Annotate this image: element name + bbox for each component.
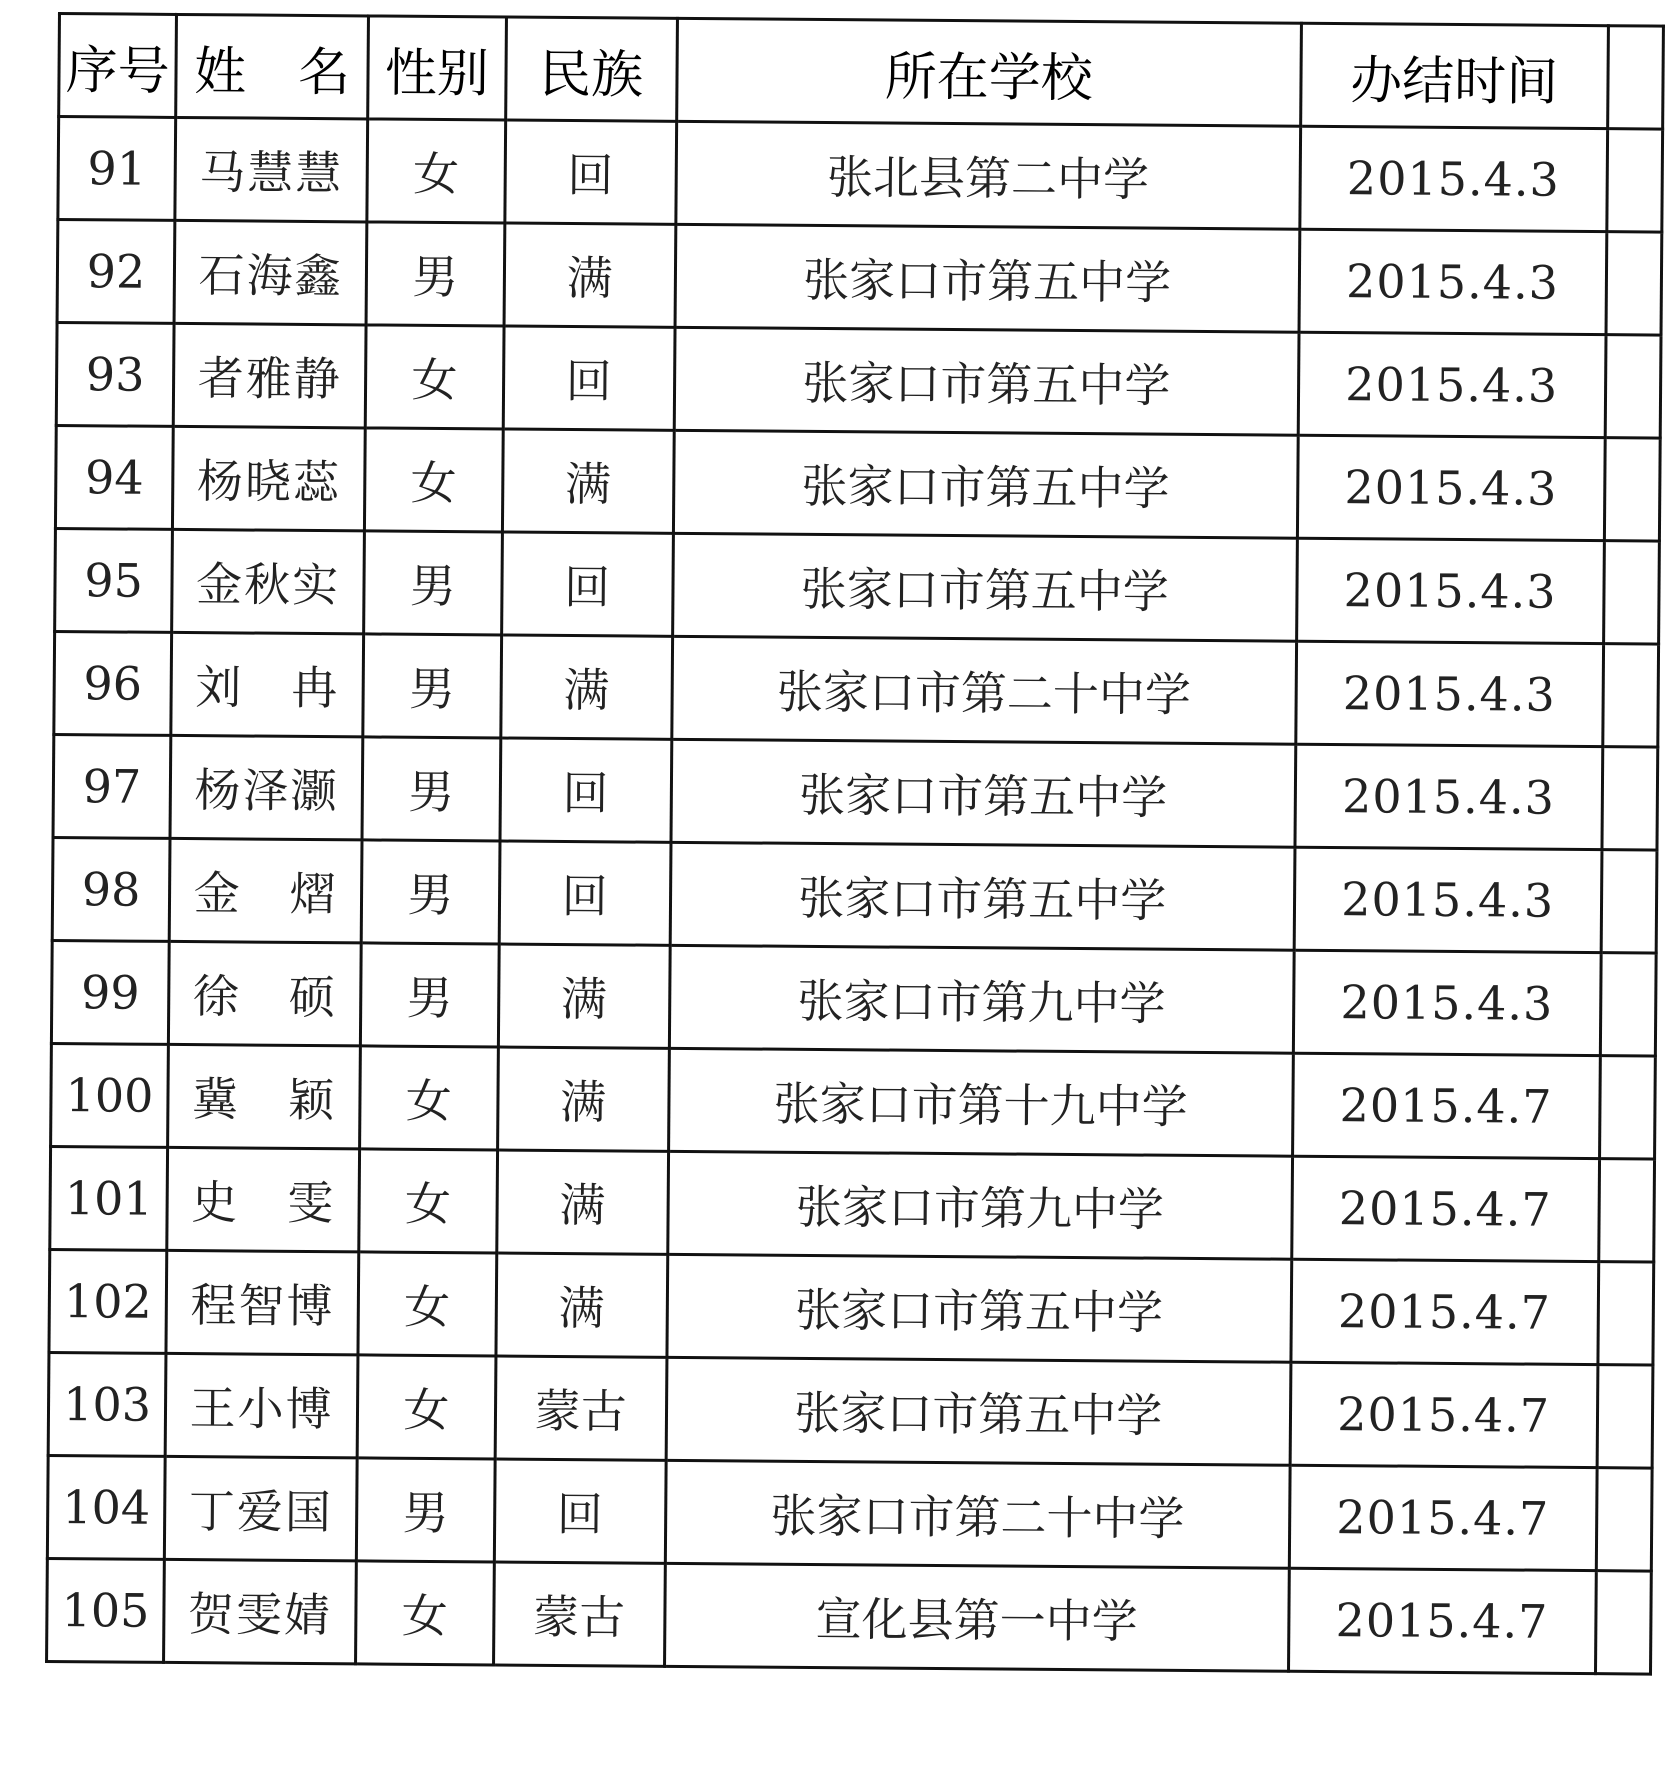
student-name: 史 雯 [167,1147,360,1252]
table-row [54,631,1659,747]
table-row [56,323,1661,439]
cut-off-cell [1602,747,1658,850]
student-school: 张家口市第五中学 [674,327,1299,435]
student-ethnicity: 回 [494,1459,666,1563]
row-index: 96 [54,631,172,735]
table-row [58,117,1663,233]
header-index: 序号 [59,14,177,118]
student-name: 金秋实 [172,529,365,634]
header-school: 所在学校 [677,18,1302,126]
student-school: 张家口市第十九中学 [668,1048,1293,1156]
cut-off-cell [1605,335,1661,438]
student-gender: 女 [365,325,503,429]
student-school: 张家口市第五中学 [670,842,1295,950]
student-gender: 男 [364,531,502,635]
student-school: 张家口市第五中学 [675,224,1300,332]
completion-date: 2015.4.3 [1294,847,1602,952]
completion-date: 2015.4.7 [1291,1156,1599,1261]
student-gender: 女 [365,428,503,532]
student-ethnicity: 回 [500,738,672,842]
header-row [59,14,1664,130]
table-row [57,220,1662,336]
student-name: 徐 硕 [169,941,362,1046]
student-name: 丁爱国 [164,1456,357,1561]
cut-off-cell [1596,1468,1652,1571]
completion-date: 2015.4.3 [1299,126,1607,231]
student-name: 刘 冉 [171,632,364,737]
row-index: 102 [49,1249,167,1353]
completion-date: 2015.4.3 [1293,950,1601,1055]
row-index: 105 [47,1558,165,1662]
row-index: 97 [53,734,171,838]
row-index: 101 [50,1146,168,1250]
student-ethnicity: 回 [501,532,673,636]
student-ethnicity: 满 [497,1047,669,1151]
student-school: 张家口市第二十中学 [665,1460,1290,1568]
completion-date: 2015.4.7 [1292,1053,1600,1158]
student-gender: 男 [363,634,501,738]
completion-date: 2015.4.3 [1295,744,1603,849]
table-row [51,1043,1656,1159]
header-ethnicity: 民族 [505,17,677,121]
student-name: 杨泽灏 [170,735,363,840]
cut-off-cell [1603,541,1659,644]
student-school: 张家口市第二十中学 [672,636,1297,744]
cut-off-cell [1598,1159,1654,1262]
table-row [47,1558,1652,1674]
student-name: 马慧慧 [175,117,368,222]
student-gender: 男 [366,222,504,326]
student-ethnicity: 满 [504,223,676,327]
cut-off-cell [1604,438,1660,541]
student-school: 张家口市第五中学 [666,1357,1291,1465]
table-row [55,425,1660,541]
student-ethnicity: 回 [499,841,671,945]
student-ethnicity: 蒙古 [493,1562,665,1666]
cut-off-cell [1601,850,1657,953]
cut-off-cell [1602,644,1658,747]
student-ethnicity: 满 [495,1253,667,1357]
table-row [48,1352,1653,1468]
student-gender: 女 [367,119,505,223]
student-ethnicity: 满 [500,635,672,739]
student-roster-table [45,12,1665,1676]
cut-off-cell [1606,232,1662,335]
student-ethnicity: 回 [503,326,675,430]
student-gender: 女 [359,1149,497,1253]
student-name: 杨晓蕊 [173,426,366,531]
student-ethnicity: 满 [502,429,674,533]
row-index: 94 [55,425,173,529]
student-name: 冀 颖 [168,1044,361,1149]
student-ethnicity: 满 [498,944,670,1048]
student-school: 张家口市第五中学 [671,739,1296,847]
student-gender: 男 [362,737,500,841]
student-gender: 男 [357,1458,495,1562]
completion-date: 2015.4.7 [1290,1362,1598,1467]
student-name: 贺雯婧 [164,1559,357,1664]
student-gender: 男 [361,840,499,944]
student-school: 张家口市第九中学 [669,945,1294,1053]
table-row [47,1455,1652,1571]
header-cut-off-column [1607,26,1663,129]
completion-date: 2015.4.3 [1295,641,1603,746]
header-date: 办结时间 [1300,23,1608,128]
student-gender: 女 [357,1355,495,1459]
student-school: 张北县第二中学 [676,121,1301,229]
header-name: 姓 名 [176,14,369,119]
student-ethnicity: 回 [504,120,676,224]
cut-off-cell [1599,1056,1655,1159]
student-gender: 女 [360,1046,498,1150]
header-gender: 性别 [368,16,506,120]
student-gender: 男 [361,943,499,1047]
row-index: 92 [57,220,175,324]
student-ethnicity: 蒙古 [495,1356,667,1460]
row-index: 98 [52,837,170,941]
completion-date: 2015.4.7 [1291,1259,1599,1364]
completion-date: 2015.4.3 [1297,435,1605,540]
student-name: 金 熠 [169,838,362,943]
row-index: 99 [51,940,169,1044]
cut-off-cell [1597,1365,1653,1468]
completion-date: 2015.4.7 [1289,1465,1597,1570]
student-school: 张家口市第九中学 [668,1151,1293,1259]
student-school: 张家口市第五中学 [667,1254,1292,1362]
student-school: 宣化县第一中学 [664,1563,1289,1671]
student-name: 者雅静 [173,323,366,428]
completion-date: 2015.4.3 [1298,332,1606,437]
table-row [52,837,1657,953]
page-bottom-margin [0,1690,1665,1780]
table-row [50,1146,1655,1262]
row-index: 104 [47,1455,165,1559]
completion-date: 2015.4.3 [1296,538,1604,643]
row-index: 95 [55,528,173,632]
table-row [53,734,1658,850]
student-ethnicity: 满 [496,1150,668,1254]
completion-date: 2015.4.7 [1288,1568,1596,1673]
student-name: 石海鑫 [174,220,367,325]
cut-off-cell [1598,1262,1654,1365]
row-index: 93 [56,323,174,427]
table-row [55,528,1660,644]
row-index: 103 [48,1352,166,1456]
student-gender: 女 [358,1252,496,1356]
row-index: 100 [51,1043,169,1147]
cut-off-cell [1595,1571,1651,1674]
student-gender: 女 [356,1561,494,1665]
table-body [47,117,1663,1675]
table-row [49,1249,1654,1365]
cut-off-cell [1606,129,1662,232]
cut-off-cell [1600,953,1656,1056]
student-name: 程智博 [166,1250,359,1355]
student-name: 王小博 [165,1353,358,1458]
table-row [51,940,1656,1056]
student-school: 张家口市第五中学 [672,533,1297,641]
completion-date: 2015.4.3 [1299,229,1607,334]
row-index: 91 [58,117,176,221]
student-school: 张家口市第五中学 [673,430,1298,538]
